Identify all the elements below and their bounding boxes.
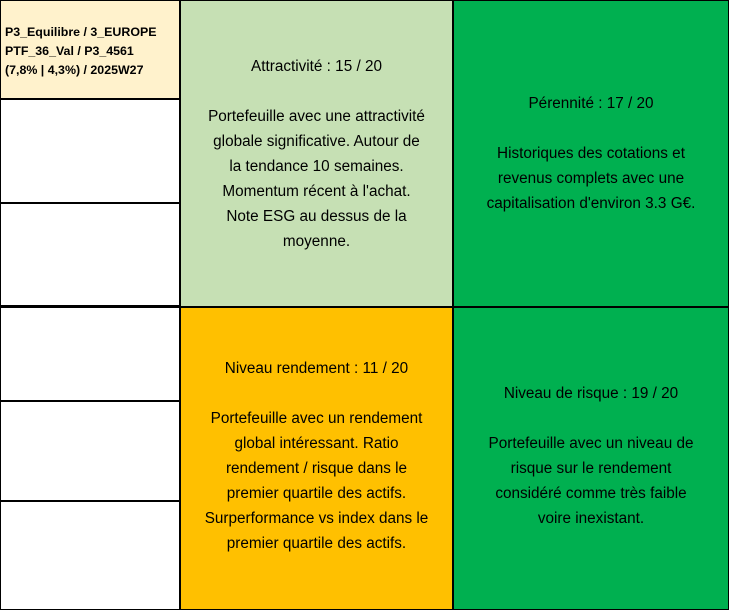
portfolio-label-line2: PTF_36_Val / P3_4561 [5, 44, 134, 59]
horizontal-divider [0, 306, 729, 308]
rendement-text-line5: Surperformance vs index dans le [204, 509, 429, 527]
attractivite-text-line1: Portefeuille avec une attractivité [208, 107, 425, 125]
perennite-title: Pérennité : 17 / 20 [528, 95, 654, 112]
risque-text-line1: Portefeuille avec un niveau de [488, 434, 694, 452]
attractivite-panel [180, 0, 453, 307]
rendement-panel [180, 307, 453, 610]
risque-panel [453, 307, 729, 610]
rendement-text-line3: rendement / risque dans le [225, 459, 408, 477]
perennite-panel [453, 0, 729, 307]
attractivite-text-line3: la tendance 10 semaines. [229, 157, 404, 175]
left-column-divider [179, 0, 181, 610]
risque-title: Niveau de risque : 19 / 20 [503, 384, 679, 402]
portfolio-label-line3: (7,8% | 4,3%) / 2025W27 [5, 63, 144, 78]
perennite-text-line1: Historiques des cotations et [497, 145, 685, 162]
risque-text-line3: considéré comme très faible [495, 484, 687, 502]
attractivite-text-line6: moyenne. [282, 232, 351, 250]
rendement-text-line6: premier quartile des actifs. [226, 534, 407, 552]
rendement-title: Niveau rendement : 11 / 20 [224, 359, 409, 377]
portfolio-label [0, 0, 180, 99]
risque-text-line2: risque sur le rendement [510, 459, 672, 477]
perennite-text-line3: capitalisation d'environ 3.3 G€. [486, 195, 696, 212]
empty-cell-4 [0, 401, 180, 501]
rendement-text-line4: premier quartile des actifs. [226, 484, 407, 502]
empty-cell-1 [0, 99, 180, 203]
attractivite-text-line5: Note ESG au dessus de la [226, 207, 407, 225]
attractivite-text-line4: Momentum récent à l'achat. [222, 182, 411, 200]
risque-text-line4: voire inexistant. [537, 509, 645, 527]
portfolio-label-line1: P3_Equilibre / 3_EUROPE [5, 25, 157, 39]
vertical-divider [452, 0, 454, 610]
attractivite-text-line2: globale significative. Autour de [213, 132, 420, 150]
attractivite-title: Attractivité : 15 / 20 [251, 57, 382, 75]
rendement-text-line2: global intéressant. Ratio [234, 434, 399, 452]
empty-cell-3 [0, 307, 180, 401]
rendement-text-line1: Portefeuille avec un rendement [210, 409, 423, 427]
perennite-text-line2: revenus complets avec une [497, 170, 685, 187]
empty-cell-2 [0, 203, 180, 307]
empty-cell-5 [0, 501, 180, 610]
